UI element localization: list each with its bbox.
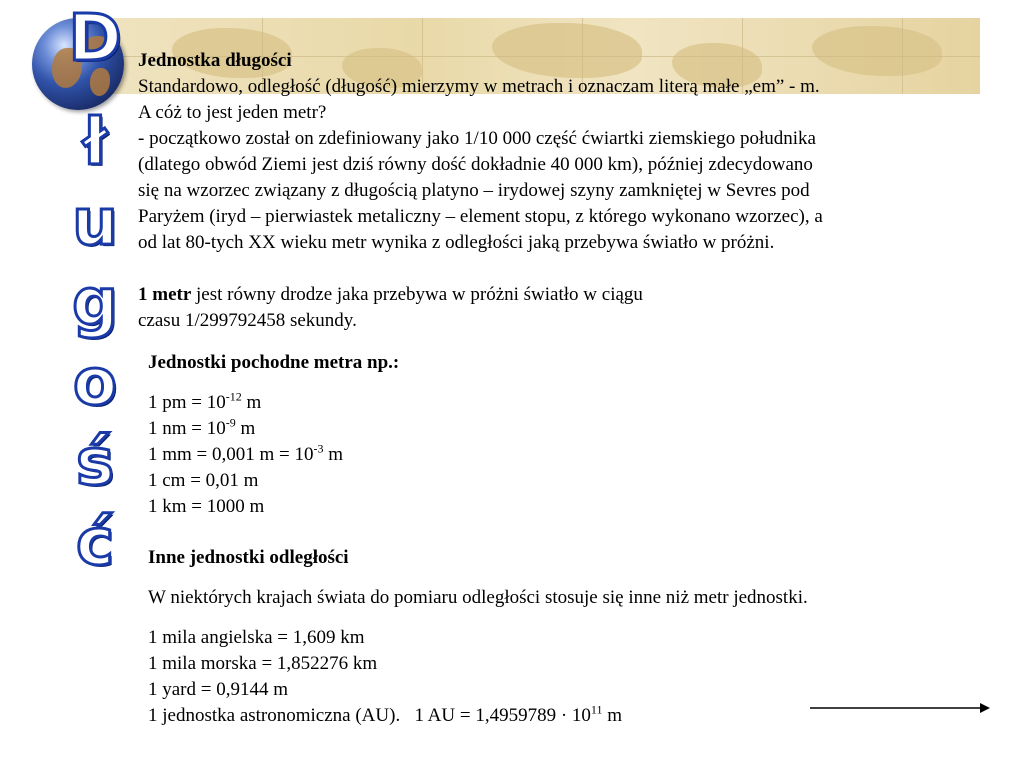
title-letter-u: u: [72, 186, 118, 260]
unit-yard: 1 yard = 0,9144 m: [148, 679, 289, 700]
exponent: -9: [225, 415, 236, 430]
paragraph-line: - początkowo został on zdefiniowany jako 1/10 000 część ćwiartki ziemskiego południka: [138, 128, 816, 149]
unit-pm: [148, 390, 983, 416]
paragraph-line: [138, 282, 973, 308]
exponent: -12: [225, 389, 242, 404]
section-derived-units: [148, 350, 983, 520]
title-letter-d: D: [68, 2, 122, 76]
metre-term: 1 metr: [138, 284, 192, 305]
unit-text: m: [235, 418, 256, 439]
vertical-title: [40, 2, 150, 580]
section-definition: [138, 48, 973, 256]
unit-mile: 1 mila angielska = 1,609 km: [148, 627, 365, 648]
unit-nautical-mile: 1 mila morska = 1,852276 km: [148, 653, 378, 674]
paragraph-line: (dlatego obwód Ziemi jest dziś równy dość dokładnie 40 000 km), później zdecydowano: [138, 154, 813, 175]
unit-text: m: [241, 392, 262, 413]
other-units-intro: W niektórych krajach świata do pomiaru odległości stosuje się inne niż metr jednostki.: [148, 587, 808, 608]
unit-mm: [148, 442, 983, 468]
unit-text: 1 mm = 0,001 m = 10: [148, 444, 314, 465]
unit-text: 1 nm = 10: [148, 418, 226, 439]
exponent: 11: [590, 702, 603, 717]
section-metre-definition: [138, 282, 973, 334]
unit-text: m: [602, 705, 622, 726]
exponent: -3: [313, 441, 324, 456]
paragraph-line: Standardowo, odległość (długość) mierzymy w metrach i oznaczam literą małe „em” - m.: [138, 76, 820, 97]
paragraph-line: Paryżem (iryd – pierwiastek metaliczny – element stopu, z którego wykonano wzorzec), a: [138, 206, 823, 227]
section-heading: Inne jednostki odległości: [148, 547, 349, 568]
unit-text: 1 pm = 10: [148, 392, 226, 413]
unit-km: 1 km = 1000 m: [148, 496, 265, 517]
paragraph-line: się na wzorzec związany z długością platyno – irydowej szyny zamkniętej w Sevres pod: [138, 180, 810, 201]
right-arrow-icon[interactable]: [810, 700, 990, 716]
paragraph-line: A cóż to jest jeden metr?: [138, 102, 327, 123]
metre-def-text: jest równy drodze jaka przebywa w próżni światło w ciągu: [191, 284, 643, 305]
unit-cm: 1 cm = 0,01 m: [148, 470, 259, 491]
unit-nm: [148, 416, 983, 442]
paragraph-line: od lat 80-tych XX wieku metr wynika z odległości jaką przebywa światło w próżni.: [138, 232, 775, 253]
title-letter-l: ł: [83, 106, 107, 180]
paragraph-line: czasu 1/299792458 sekundy.: [138, 310, 357, 331]
section-heading: Jednostka długości: [138, 50, 292, 71]
unit-text: m: [323, 444, 344, 465]
section-heading: Jednostki pochodne metra np.:: [148, 352, 400, 373]
title-letter-g: g: [72, 266, 118, 340]
title-letter-c: ć: [76, 506, 114, 580]
title-letter-o: o: [73, 346, 117, 420]
unit-text: 1 jednostka astronomiczna (AU). 1 AU = 1,4959789 · 10: [148, 705, 591, 726]
title-letter-s: ś: [75, 426, 115, 500]
